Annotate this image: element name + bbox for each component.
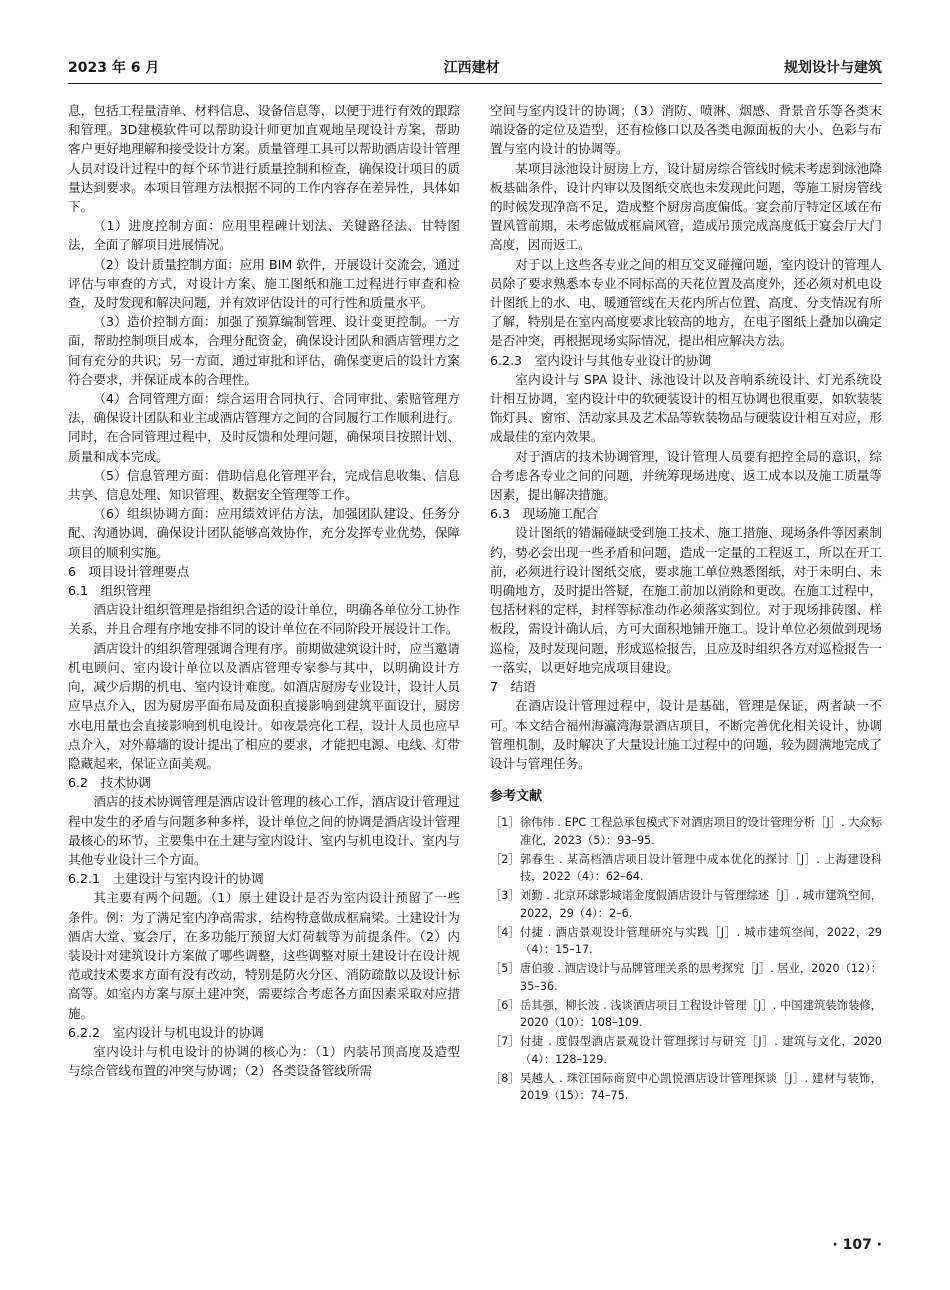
references-list (490, 814, 882, 1105)
section-heading: 6.2.2 室内设计与机电设计的协调 (68, 1024, 264, 1040)
reference-text: 徐伟伟 . EPC 工程总承包模式下对酒店项目的设计管理分析［J］. 大众标准化，2023（5）：93–95. (520, 816, 882, 847)
section-heading: 7 结语 (490, 679, 536, 695)
body-paragraph: （1）进度控制方面：应用里程碑计划法、关键路径法、甘特图法，全面了解项目进展情况。 (68, 218, 460, 253)
reference-text: 吴越人 . 珠江国际商贸中心凯悦酒店设计管理探谈［J］. 建材与装饰，2019（15）：74–75. (520, 1071, 882, 1103)
body-paragraph: 对于酒店的技术协调管理，设计管理人员要有把控全局的意识，综合考虑各专业之间的问题，并统筹现场进度、返工成本以及施工质量等因素，提出解决措施。 (490, 448, 882, 503)
reference-number: ［4］ (490, 925, 520, 939)
left-column (68, 101, 460, 1080)
section-heading: 6.3 现场施工配合 (490, 506, 599, 522)
right-column (490, 101, 882, 1106)
body-paragraph: 设计图纸的错漏碰缺受到施工技术、施工措施、现场条件等因素制约，势必会出现一些矛盾和问题，造成一定量的工程返工，所以在开工前，必须进行设计图纸交底，要求施工单位熟悉图纸，对于未明白、未明确地方，及时提出答疑，在施工前加以消除和更改。在施工过程中，包括材料的定样，封样等标准动作必须落实到位。对于现场排砖图、样板段，需设计确认后，方可大面积地铺开施工。设计单位必须做到现场巡检，及时发现问题，形成巡检报告，且应及时组织各方对巡检报告一一落实，以更好地完成项目建设。 (490, 525, 882, 675)
body-paragraph: 某项目泳池设计厨房上方，设计厨房综合管线时候未考虑到泳池降板基础条件，设计内审以及图纸交底也未发现此问题，等施工厨房管线的时候发现净高不足，造成整个厨房高度偏低。宴会前厅特定区域在布置风管前期，未考虑做成框扁风管，造成吊顶完成高度低于宴会厅大门高度，因而返工。 (490, 160, 882, 253)
body-paragraph: 其主要有两个问题。（1）原土建设计是否为室内设计预留了一些条件。例：为了满足室内净高需求，结构特意做成框扁梁。土建设计为酒店大堂、宴会厅，在多功能厅预留大灯荷载等为前提条件。（2）内装设计对建筑设计方案做了哪些调整，这些调整对原土建设计在设计规范或技术要求方面有没有改动，特别是防火分区、消防疏散以及设计标高等。如室内方案与原土建冲突，需要综合考虑各方面因素采取对应措施。 (68, 890, 460, 1021)
reference-number: ［3］ (490, 889, 520, 903)
section-heading: 6.1 组织管理 (68, 583, 151, 599)
body-paragraph: （2）设计质量控制方面：应用 BIM 软件，开展设计交流会，通过评估与审查的方式，对设计方案、施工图纸和施工过程进行审查和检查，及时发现和解决问题，并有效评估设计的可行性和质量水平。 (68, 256, 460, 311)
section-heading: 6.2.3 室内设计与其他专业设计的协调 (490, 352, 711, 368)
body-paragraph: 室内设计与机电设计的协调的核心为：（1）内装吊顶高度及造型与综合管线布置的冲突与协调；（2）各类设备管线所需 (68, 1043, 460, 1079)
body-paragraph: 息，包括工程量清单、材料信息、设备信息等，以便于进行有效的跟踪和管理。3D建模软件可以帮助设计师更加直观地呈现设计方案，帮助客户更好地理解和接受设计方案。质量管理工具可以帮助酒店设计管理人员对设计过程中的每个环节进行质量控制和检查，确保设计项目的质量达到要求。本项目管理方法根据不同的工作内容存在差异性，具体如下。 (68, 103, 460, 215)
reference-item (490, 960, 882, 995)
reference-item (490, 1070, 882, 1105)
reference-number: ［5］ (490, 962, 520, 976)
reference-text: 刘勤 . 北京环球影城诺金度假酒店设计与管理综述［J］. 城市建筑空间，2022，29（4）：2–6. (520, 889, 882, 920)
reference-number: ［6］ (490, 998, 520, 1012)
header-date: 2023 年 6 月 (68, 60, 160, 76)
reference-item (490, 997, 882, 1032)
reference-number: ［1］ (490, 816, 520, 830)
body-paragraph: 在酒店设计管理过程中，设计是基础，管理是保证，两者缺一不可。本文结合福州海瀛湾海景酒店项目，不断完善优化相关设计、协调管理机制，及时解决了大量设计施工过程中的问题，较为圆满地完成了设计与管理任务。 (490, 698, 882, 771)
section-heading: 6 项目设计管理要点 (68, 563, 190, 579)
body-paragraph: 酒店的技术协调管理是酒店设计管理的核心工作，酒店设计管理过程中发生的矛盾与问题多种多样，设计单位之间的协调是酒店设计管理最核心的环节，主要集中在土建与室内设计、室内与机电设计、室内与其他专业设计三个方面。 (68, 794, 460, 867)
reference-text: 岳其强，柳长波 . 浅谈酒店项目工程设计管理［J］. 中国建筑装饰装修，2020（10）：108–109. (520, 998, 882, 1030)
header-divider (68, 83, 882, 84)
body-paragraph: 酒店设计组织管理是指组织合适的设计单位，明确各单位分工协作关系，并且合理有序地安排不同的设计单位在不同阶段开展设计工作。 (68, 602, 460, 637)
right-column-body (490, 101, 882, 773)
section-heading: 6.2.1 土建设计与室内设计的协调 (68, 871, 264, 887)
page-header (68, 55, 882, 79)
reference-text: 付捷 . 酒店景观设计管理研究与实践［J］. 城市建筑空间，2022，29（4）：15–17. (520, 925, 882, 957)
reference-number: ［8］ (490, 1071, 520, 1085)
body-paragraph: （6）组织协调方面：应用绩效评估方法，加强团队建设、任务分配、沟通协调，确保设计团队能够高效协作，充分发挥专业优势，保障项目的顺利实施。 (68, 506, 460, 560)
references-title: 参考文献 (490, 789, 543, 805)
reference-text: 郭春生 . 某高档酒店项目设计管理中成本优化的探讨［J］. 上海建设科技，2022（4）：62–64. (520, 852, 882, 884)
reference-item (490, 887, 882, 922)
reference-item (490, 851, 882, 886)
body-paragraph: （4）合同管理方面：综合运用合同执行、合同审批、索赔管理方法，确保设计团队和业主或酒店管理方之间的合同履行工作顺利进行。同时，在合同管理过程中，及时反馈和处理问题，确保项目按照计划、质量和成本完成。 (68, 391, 460, 464)
reference-item (490, 924, 882, 959)
page-number: · 107 · (832, 1237, 882, 1253)
body-paragraph: 对于以上这些各专业之间的相互交叉碰撞问题，室内设计的管理人员除了要求熟悉本专业不同标高的天花位置及高度外，还必须对机电设计图纸上的水、电、暖通管线在天花内所占位置、高度、分支情况有所了解，特别是在室内高度要求比较高的地方，在电子图纸上叠加以确定是否冲突，再根据现场实际情况，提出相应解决方法。 (490, 256, 882, 349)
body-paragraph: （5）信息管理方面：借助信息化管理平台，完成信息收集、信息共享、信息处理、知识管理、数据安全管理等工作。 (68, 467, 460, 503)
header-section: 规划设计与建筑 (783, 60, 882, 76)
reference-number: ［2］ (490, 852, 520, 866)
section-heading: 6.2 技术协调 (68, 775, 151, 791)
reference-number: ［7］ (490, 1035, 520, 1049)
reference-item (490, 1033, 882, 1068)
header-journal: 江西建材 (443, 60, 500, 76)
reference-text: 付捷 . 度假型酒店景观设计管理探讨与研究［J］. 建筑与文化，2020（4）：128–129. (520, 1035, 882, 1066)
body-paragraph: （3）造价控制方面：加强了预算编制管理、设计变更控制。一方面，帮助控制项目成本，合理分配资金，确保设计团队和酒店管理方之间有充分的共识；另一方面，通过审批和评估，确保变更后的设计方案符合要求，并保证成本的合理性。 (68, 314, 460, 387)
body-paragraph: 酒店设计的组织管理强调合理有序。前期做建筑设计时，应当邀请机电顾问、室内设计单位以及酒店管理专家参与其中，以明确设计方向，减少后期的机电、室内设计难度。如酒店厨房专业设计，设计人员应早点介入，因为厨房平面布局及面积直接影响到建筑平面设计，厨房水电用量也会直接影响到机电设计。如夜景亮化工程，设计人员也应早点介入，对外幕墙的设计提出了相应的要求，才能把电源、电线、灯带隐藏起来，保证立面美观。 (68, 640, 460, 771)
body-paragraph: 空间与室内设计的协调；（3）消防、喷淋、烟感、背景音乐等各类末端设备的定位及造型，还有检修口以及各类电源面板的大小、色彩与布置与室内设计的协调等。 (490, 103, 882, 157)
reference-text: 唐伯骏 . 酒店设计与品牌管理关系的思考探究［J］. 居业，2020（12）：35–36. (520, 962, 882, 993)
body-paragraph: 室内设计与 SPA 设计、泳池设计以及音响系统设计、灯光系统设计相互协调，室内设计中的软硬装设计的相互协调也很重要，如软装装饰灯具、窗帘、活动家具及艺术品等软装物品与硬装设计相互对应，形成最佳的室内效果。 (490, 371, 882, 445)
reference-item (490, 814, 882, 849)
